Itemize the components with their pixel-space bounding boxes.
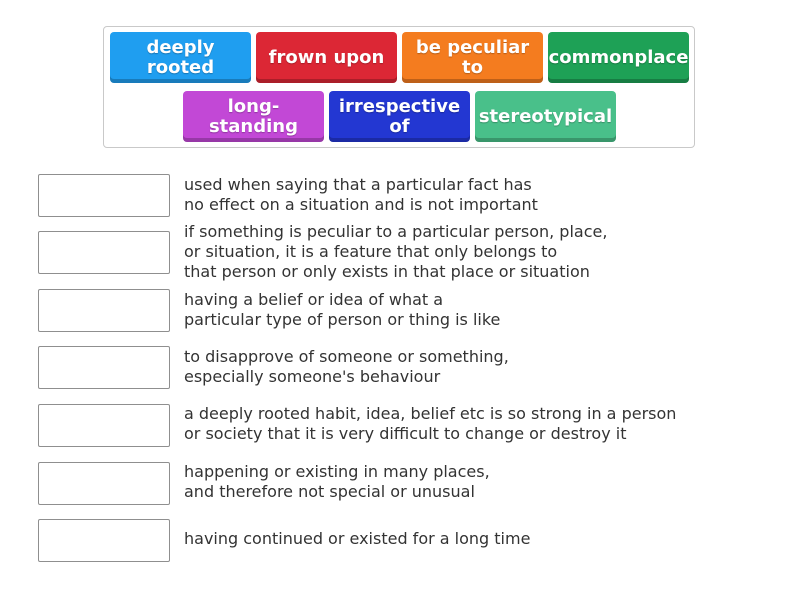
drop-slot-4[interactable] — [38, 346, 170, 389]
definition-3 — [184, 290, 500, 330]
definition-line: having continued or existed for a long time — [184, 529, 531, 548]
tile-label: deeply rooted — [146, 36, 215, 78]
tile-long-standing[interactable] — [183, 91, 324, 142]
definition-1 — [184, 175, 538, 215]
definition-line: happening or existing in many places, — [184, 462, 490, 481]
tile-label: frown upon — [268, 46, 385, 68]
definition-5 — [184, 404, 676, 444]
definition-line: if something is peculiar to a particular person, place, — [184, 222, 608, 241]
drop-slot-5[interactable] — [38, 404, 170, 447]
definition-4 — [184, 347, 509, 387]
tile-frown-upon[interactable] — [256, 32, 397, 83]
definition-2 — [184, 222, 607, 282]
drop-slot-2[interactable] — [38, 231, 170, 274]
definition-line: used when saying that a particular fact has — [184, 175, 532, 194]
drop-slot-6[interactable] — [38, 462, 170, 505]
definition-7 — [184, 529, 530, 549]
tile-irrespective-of[interactable] — [329, 91, 470, 142]
tile-label: irrespective of — [338, 95, 461, 137]
tile-label: long-standing — [208, 95, 299, 137]
definition-line: particular type of person or thing is like — [184, 310, 501, 329]
definition-line: and therefore not special or unusual — [184, 482, 475, 501]
definition-line: having a belief or idea of what a — [184, 290, 444, 309]
definition-line: to disapprove of someone or something, — [184, 347, 509, 366]
drop-slot-1[interactable] — [38, 174, 170, 217]
definition-6 — [184, 462, 490, 502]
definition-line: or situation, it is a feature that only belongs to — [184, 242, 558, 261]
tile-deeply-rooted[interactable] — [110, 32, 251, 83]
tile-be-peculiar-to[interactable] — [402, 32, 543, 83]
tile-label: be peculiar to — [415, 36, 530, 78]
tile-commonplace[interactable] — [548, 32, 689, 83]
tile-label: commonplace — [548, 46, 689, 68]
definition-line: a deeply rooted habit, idea, belief etc is so strong in a person — [184, 404, 677, 423]
tile-stereotypical[interactable] — [475, 91, 616, 142]
definition-line: that person or only exists in that place or situation — [184, 262, 590, 281]
drop-slot-3[interactable] — [38, 289, 170, 332]
definition-line: especially someone's behaviour — [184, 367, 441, 386]
definition-line: no effect on a situation and is not important — [184, 195, 538, 214]
tile-label: stereotypical — [478, 105, 613, 127]
drop-slot-7[interactable] — [38, 519, 170, 562]
definition-line: or society that it is very difficult to change or destroy it — [184, 424, 627, 443]
